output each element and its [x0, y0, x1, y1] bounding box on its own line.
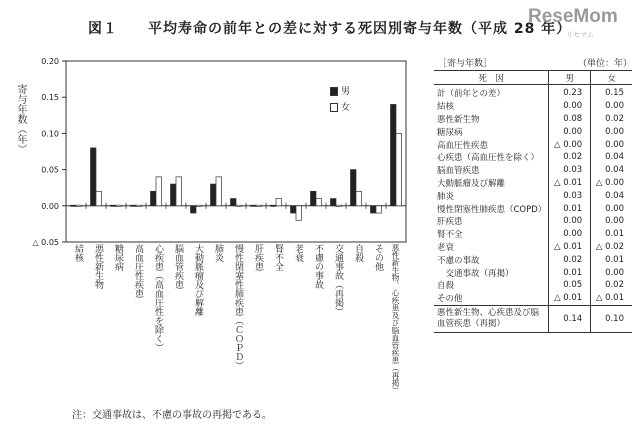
cell-male: 0.00	[549, 100, 591, 113]
bar-male	[331, 199, 337, 206]
category-label: 慢性閉塞性肺疾患（ＣＯＰＤ）	[233, 244, 243, 370]
bar-male	[311, 191, 317, 205]
table-row	[434, 215, 632, 228]
bar-female	[96, 191, 102, 205]
bar-female	[276, 199, 282, 206]
cell-cause: 計（前年との差）	[437, 89, 506, 100]
table-header-row	[434, 71, 632, 85]
table-row	[434, 113, 632, 126]
cell-male: 0.05	[549, 279, 591, 292]
bar-male	[351, 170, 357, 206]
cell-cause: 高血圧性疾患	[437, 140, 489, 151]
category-label: 心疾患（高血圧性を除く）	[153, 244, 163, 352]
y-tick-label: 0.20	[41, 57, 59, 66]
table-row	[434, 151, 632, 164]
bar-female	[116, 205, 122, 206]
cell-cause: 悪性新生物、心疾患及び脳血管疾患（再掲）	[434, 305, 549, 332]
legend-female-label: 女	[341, 103, 351, 113]
legend-female	[330, 100, 350, 113]
bar-male	[131, 205, 137, 206]
bar-male	[291, 206, 297, 213]
table-row	[434, 279, 632, 292]
chart-title: 図１ 平均寿命の前年との差に対する死因別寄与年数（平成 28 年）	[88, 21, 572, 37]
resemom-logo[interactable]: ReseMom	[528, 6, 618, 27]
bar-female	[156, 177, 162, 206]
category-label: 悪性新生物	[93, 244, 103, 289]
y-tick-label: 0.00	[41, 201, 59, 211]
bar-male	[191, 206, 197, 213]
cell-cause: 大動脈瘤及び解離	[437, 178, 506, 189]
bar-male	[211, 184, 217, 206]
bar-male	[71, 205, 77, 206]
category-label: 肺炎	[213, 244, 223, 262]
cell-cause: 腎不全	[437, 230, 463, 241]
cell-female: 0.01	[605, 229, 624, 240]
cell-male: △ 0.01	[549, 177, 591, 190]
cell-cause: 交通事故（再掲）	[437, 268, 514, 279]
cell-female: 0.00	[605, 139, 624, 150]
table-row	[434, 100, 632, 113]
cell-male: 0.01	[549, 202, 591, 215]
cell-male: 0.00	[549, 215, 591, 228]
category-label: 腎不全	[273, 244, 283, 271]
bar-female	[136, 205, 142, 206]
cell-cause: 悪性新生物	[437, 114, 480, 125]
table-caption: ［寄与年数］	[438, 59, 493, 69]
table-row	[434, 85, 632, 100]
cell-cause: 糖尿病	[437, 127, 463, 138]
category-label: 大動脈瘤及び解離	[193, 244, 203, 316]
cell-female: 0.00	[605, 101, 624, 112]
cell-cause: 肝疾患	[437, 217, 463, 228]
bar-female	[236, 205, 242, 206]
cell-male: 0.03	[549, 189, 591, 202]
cell-cause: 肺炎	[437, 191, 455, 202]
y-tick-label: 0.15	[41, 93, 59, 103]
bar-female	[356, 191, 362, 205]
header-female: 女	[591, 71, 632, 85]
bar-female	[296, 206, 302, 220]
cell-male: 0.02	[549, 151, 591, 164]
bar-male	[271, 205, 277, 206]
cell-cause: 自殺	[437, 281, 455, 292]
table-row	[434, 189, 632, 202]
cell-male: 0.00	[549, 228, 591, 241]
bar-female	[196, 205, 202, 206]
footnote: 注：交通事故は、不慮の事故の再掲である。	[72, 410, 272, 421]
cell-male: 0.08	[549, 113, 591, 126]
category-label: その他	[373, 244, 383, 271]
table-row	[434, 241, 632, 254]
table-row	[434, 125, 632, 138]
header-cause: 死 因	[434, 71, 549, 85]
cell-female: △ 0.02	[595, 241, 624, 252]
cell-cause: 結核	[437, 102, 455, 113]
bar-male	[251, 205, 257, 206]
cell-female: 0.02	[605, 113, 624, 124]
cell-cause: 慢性閉塞性肺疾患（COPD）	[437, 204, 547, 215]
cell-female: 0.00	[605, 203, 624, 214]
legend-female-swatch	[330, 103, 338, 112]
category-label: 交通事故（再掲）	[333, 244, 343, 316]
bar-female	[76, 205, 82, 206]
category-label: 不慮の事故	[313, 244, 323, 289]
cell-female: 0.04	[605, 152, 624, 163]
bar-male	[391, 104, 397, 205]
bar-male	[371, 206, 377, 213]
y-tick-label: 0.10	[41, 129, 59, 139]
cell-female: 0.00	[605, 126, 624, 137]
legend-male-swatch	[330, 87, 338, 96]
cell-male: △ 0.01	[549, 292, 591, 305]
bar-female	[396, 133, 402, 205]
cell-male: △ 0.00	[549, 138, 591, 151]
category-label: 脳血管疾患	[173, 244, 183, 289]
bar-female	[176, 177, 182, 206]
category-label: 肝疾患	[253, 244, 263, 271]
cell-female: 0.15	[605, 88, 624, 99]
bar-male	[231, 199, 237, 206]
cell-male: 0.23	[549, 85, 591, 100]
cell-male: △ 0.01	[549, 241, 591, 254]
table-row	[434, 228, 632, 241]
cell-female: 0.10	[591, 305, 632, 332]
cell-female: 0.00	[605, 216, 624, 227]
bar-male	[171, 184, 177, 206]
y-tick-label: △ 0.05	[32, 238, 59, 247]
plot-frame	[66, 61, 406, 242]
table-row	[434, 292, 632, 305]
cell-male: 0.01	[549, 266, 591, 279]
cell-female: △ 0.00	[595, 177, 624, 188]
bar-female	[336, 205, 342, 206]
category-label: 糖尿病	[113, 244, 123, 271]
contribution-table	[434, 70, 632, 333]
resemom-logo-subtitle: リセマム	[566, 31, 594, 39]
cell-female: 0.00	[605, 267, 624, 278]
category-label: 老衰	[293, 244, 303, 262]
cell-male: 0.02	[549, 253, 591, 266]
cell-female: 0.01	[605, 254, 624, 265]
bar-female	[316, 199, 322, 206]
legend-male-label: 男	[341, 87, 351, 97]
table-row	[434, 138, 632, 151]
bar-male	[91, 148, 97, 206]
cell-male: 0.00	[549, 125, 591, 138]
category-label: 悪性新生物、心疾患及び脳血管疾患（再掲）	[391, 244, 400, 394]
category-label: 結核	[73, 244, 83, 262]
table-row	[434, 253, 632, 266]
table-row	[434, 202, 632, 215]
cell-male: 0.03	[549, 164, 591, 177]
category-label: 高血圧性疾患	[133, 244, 143, 298]
cell-male: 0.14	[549, 305, 591, 332]
cell-female: 0.04	[605, 165, 624, 176]
cell-female: △ 0.01	[595, 293, 624, 304]
cell-cause: 心疾患（高血圧性を除く）	[437, 153, 540, 164]
cell-cause: 老衰	[437, 242, 455, 253]
cell-female: 0.04	[605, 190, 624, 201]
cell-female: 0.02	[605, 280, 624, 291]
cell-cause: 不慮の事故	[437, 255, 480, 266]
legend-male	[330, 84, 350, 97]
table-row	[434, 266, 632, 279]
y-axis-label: 寄与年数（年）	[15, 84, 26, 154]
bar-male	[111, 205, 117, 206]
table-row-total	[434, 305, 632, 332]
bar-female	[256, 205, 262, 206]
table-row	[434, 177, 632, 190]
category-label: 自殺	[353, 244, 363, 262]
cell-cause: 脳血管疾患	[437, 166, 480, 177]
header-male: 男	[549, 71, 591, 85]
bar-male	[151, 191, 157, 205]
bar-female	[216, 177, 222, 206]
cell-cause: その他	[437, 294, 463, 305]
bar-female	[376, 206, 382, 213]
y-tick-label: 0.05	[41, 165, 59, 175]
table-row	[434, 164, 632, 177]
table-unit: （単位：年）	[578, 59, 633, 69]
